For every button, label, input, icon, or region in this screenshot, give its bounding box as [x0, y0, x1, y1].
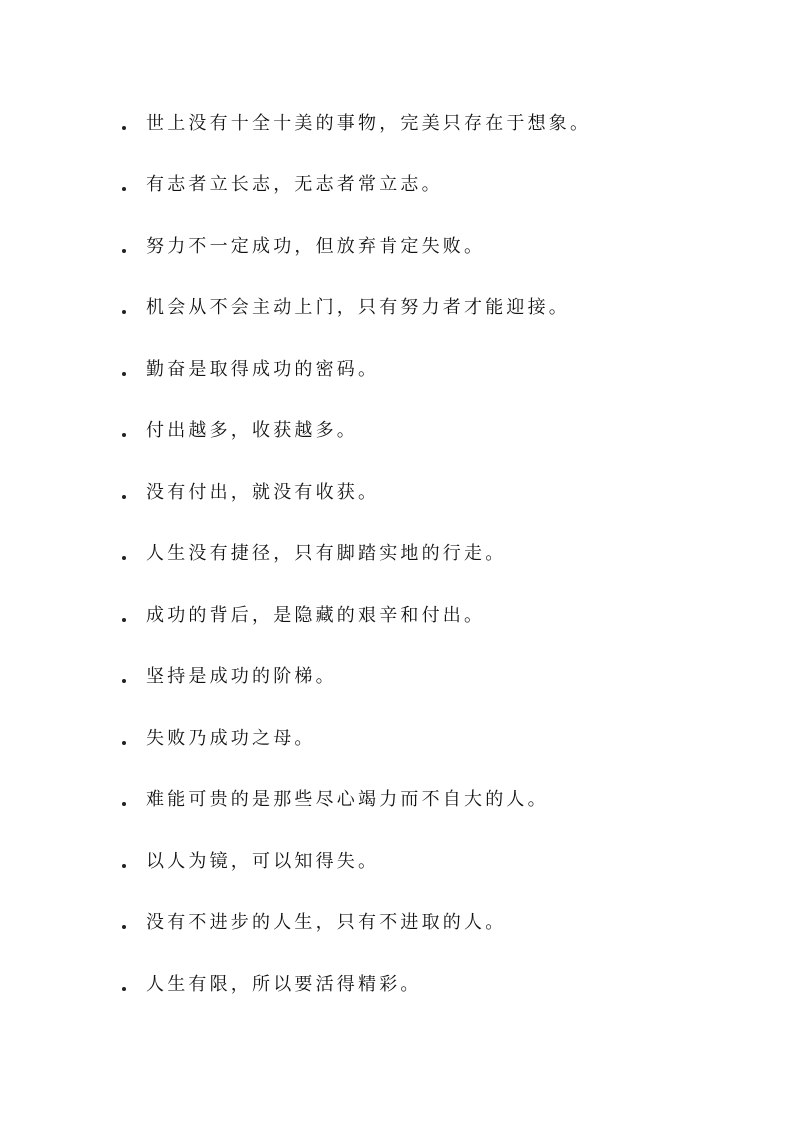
- list-item: [0, 401, 800, 463]
- list-item: [0, 524, 800, 586]
- bullet-icon: [122, 372, 126, 376]
- quote-text: 付出越多，收获越多。: [146, 420, 358, 442]
- quote-text: 世上没有十全十美的事物，完美只存在于想象。: [146, 112, 592, 134]
- quote-text: 成功的背后，是隐藏的艰辛和付出。: [146, 604, 486, 626]
- list-item: [0, 339, 800, 401]
- quote-text: 勤奋是取得成功的密码。: [146, 358, 380, 380]
- quote-text: 以人为镜，可以知得失。: [146, 850, 380, 872]
- bullet-icon: [122, 187, 126, 191]
- bullet-icon: [122, 433, 126, 437]
- quote-text: 人生有限，所以要活得精彩。: [146, 973, 422, 995]
- bullet-icon: [122, 864, 126, 868]
- quote-text: 难能可贵的是那些尽心竭力而不自大的人。: [146, 789, 549, 811]
- bullet-icon: [122, 987, 126, 991]
- bullet-icon: [122, 126, 126, 130]
- bullet-icon: [122, 741, 126, 745]
- quote-text: 没有不进步的人生，只有不进取的人。: [146, 912, 507, 934]
- list-item: [0, 278, 800, 340]
- bullet-icon: [122, 249, 126, 253]
- list-item: [0, 954, 800, 1016]
- list-item: [0, 708, 800, 770]
- quote-list: [0, 93, 800, 1016]
- quote-text: 有志者立长志，无志者常立志。: [146, 174, 443, 196]
- list-item: [0, 831, 800, 893]
- quote-text: 没有付出，就没有收获。: [146, 481, 380, 503]
- bullet-icon: [122, 495, 126, 499]
- bullet-icon: [122, 925, 126, 929]
- list-item: [0, 155, 800, 217]
- list-item: [0, 585, 800, 647]
- list-item: [0, 93, 800, 155]
- quote-text: 人生没有捷径，只有脚踏实地的行走。: [146, 543, 507, 565]
- quote-text: 努力不一定成功，但放弃肯定失败。: [146, 235, 486, 257]
- list-item: [0, 893, 800, 955]
- bullet-icon: [122, 310, 126, 314]
- bullet-icon: [122, 679, 126, 683]
- bullet-icon: [122, 618, 126, 622]
- quote-text: 坚持是成功的阶梯。: [146, 666, 337, 688]
- quote-text: 失败乃成功之母。: [146, 727, 316, 749]
- quote-text: 机会从不会主动上门，只有努力者才能迎接。: [146, 297, 570, 319]
- bullet-icon: [122, 802, 126, 806]
- bullet-icon: [122, 556, 126, 560]
- list-item: [0, 216, 800, 278]
- list-item: [0, 647, 800, 709]
- list-item: [0, 462, 800, 524]
- list-item: [0, 770, 800, 832]
